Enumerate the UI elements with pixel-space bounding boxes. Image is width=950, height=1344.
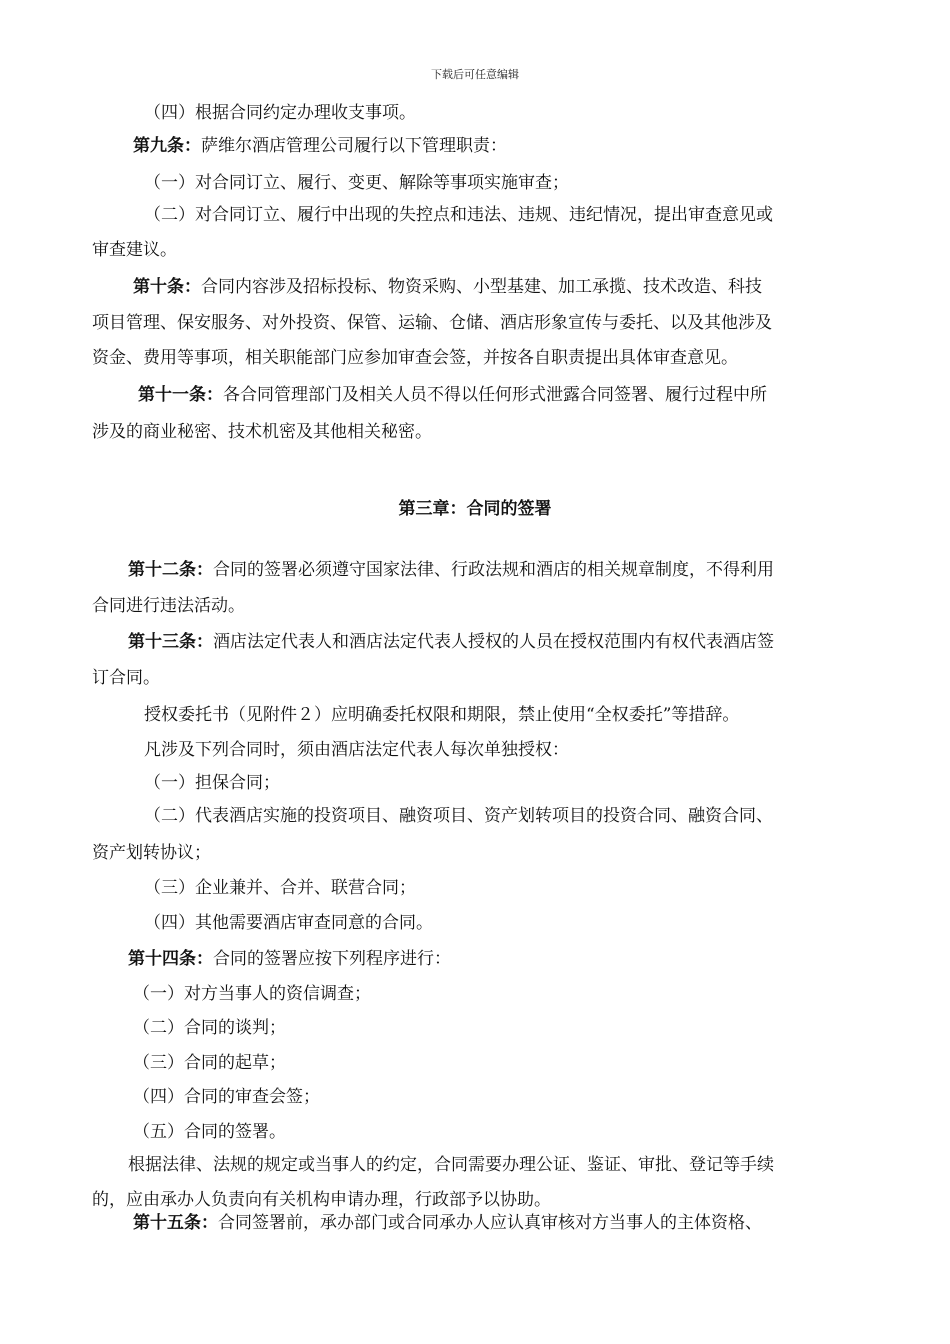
article-number: 第十五条： xyxy=(133,1213,218,1233)
line-text: 根据法律、法规的规定或当事人的约定，合同需要办理公证、鉴证、审批、登记等手续 xyxy=(128,1155,774,1175)
line-text: 各合同管理部门及相关人员不得以任何形式泄露合同签署、履行过程中所 xyxy=(223,385,767,405)
paragraph-line xyxy=(92,240,177,260)
paragraph-line xyxy=(92,422,432,442)
line-text: （一）对合同订立、履行、变更、解除等事项实施审查； xyxy=(144,173,569,193)
line-text: （四）合同的审查会签； xyxy=(133,1087,320,1107)
paragraph-line xyxy=(144,773,280,793)
paragraph-line xyxy=(144,878,416,898)
paragraph-line xyxy=(144,913,433,933)
paragraph-line xyxy=(144,205,773,225)
line-text: （三）合同的起草； xyxy=(133,1053,286,1073)
article-line xyxy=(128,632,774,652)
line-text: （五）合同的签署。 xyxy=(133,1122,286,1142)
line-text: （三）企业兼并、合并、联营合同； xyxy=(144,878,416,898)
line-text: （四）根据合同约定办理收支事项。 xyxy=(144,103,416,123)
line-text: （一）对方当事人的资信调查； xyxy=(133,984,371,1004)
chapter-title: 第三章：合同的签署 xyxy=(398,499,552,519)
line-text: （一）担保合同； xyxy=(144,773,280,793)
paragraph-line xyxy=(92,1190,551,1210)
line-text: 合同的签署必须遵守国家法律、行政法规和酒店的相关规章制度，不得利用 xyxy=(213,560,774,580)
line-text: （二）代表酒店实施的投资项目、融资项目、资产划转项目的投资合同、融资合同、 xyxy=(144,806,773,826)
article-number: 第十条： xyxy=(133,277,201,297)
line-text: 订合同。 xyxy=(92,668,160,688)
line-text: 合同内容涉及招标投标、物资采购、小型基建、加工承揽、技术改造、科技 xyxy=(201,277,762,297)
paragraph-line xyxy=(144,705,739,725)
page-header: 下载后可任意编辑 xyxy=(431,68,519,81)
paragraph-line xyxy=(144,740,569,760)
paragraph-line xyxy=(92,596,245,616)
article-number: 第十四条： xyxy=(128,949,213,969)
line-text: 的，应由承办人负责向有关机构申请办理，行政部予以协助。 xyxy=(92,1190,551,1210)
paragraph-line xyxy=(133,1087,320,1107)
line-text: 合同的签署应按下列程序进行： xyxy=(213,949,451,969)
article-line xyxy=(128,949,451,969)
line-text: （二）合同的谈判； xyxy=(133,1018,286,1038)
article-number: 第十二条： xyxy=(128,560,213,580)
line-text: 合同签署前，承办部门或合同承办人应认真审核对方当事人的主体资格、 xyxy=(218,1213,762,1233)
paragraph-line xyxy=(92,668,160,688)
line-text: 酒店法定代表人和酒店法定代表人授权的人员在授权范围内有权代表酒店签 xyxy=(213,632,774,652)
line-text: 萨维尔酒店管理公司履行以下管理职责： xyxy=(201,136,507,156)
paragraph-line xyxy=(92,313,772,333)
line-text: 资产划转协议； xyxy=(92,843,211,863)
article-number: 第九条： xyxy=(133,136,201,156)
line-text: （四）其他需要酒店审查同意的合同。 xyxy=(144,913,433,933)
article-number: 第十一条： xyxy=(138,385,223,405)
line-text: 凡涉及下列合同时，须由酒店法定代表人每次单独授权： xyxy=(144,740,569,760)
line-text: 涉及的商业秘密、技术机密及其他相关秘密。 xyxy=(92,422,432,442)
paragraph-line xyxy=(92,348,738,368)
paragraph-line xyxy=(133,1122,286,1142)
line-text: 资金、费用等事项，相关职能部门应参加审查会签，并按各自职责提出具体审查意见。 xyxy=(92,348,738,368)
line-text: 审查建议。 xyxy=(92,240,177,260)
line-text: 项目管理、保安服务、对外投资、保管、运输、仓储、酒店形象宣传与委托、以及其他涉及 xyxy=(92,313,772,333)
paragraph-line xyxy=(133,1018,286,1038)
paragraph-line xyxy=(133,1053,286,1073)
line-text: （二）对合同订立、履行中出现的失控点和违法、违规、违纪情况，提出审查意见或 xyxy=(144,205,773,225)
line-text: 授权委托书（见附件２）应明确委托权限和期限，禁止使用“全权委托”等措辞。 xyxy=(144,705,740,725)
article-line xyxy=(133,1213,762,1233)
article-line xyxy=(133,136,507,156)
paragraph-line xyxy=(144,103,416,123)
article-line xyxy=(138,385,767,405)
article-line xyxy=(133,277,762,297)
paragraph-line xyxy=(133,984,371,1004)
article-number: 第十三条： xyxy=(128,632,213,652)
paragraph-line xyxy=(144,173,569,193)
paragraph-line xyxy=(128,1155,774,1175)
line-text: 合同进行违法活动。 xyxy=(92,596,245,616)
article-line xyxy=(128,560,774,580)
paragraph-line xyxy=(144,806,773,826)
paragraph-line xyxy=(92,843,211,863)
